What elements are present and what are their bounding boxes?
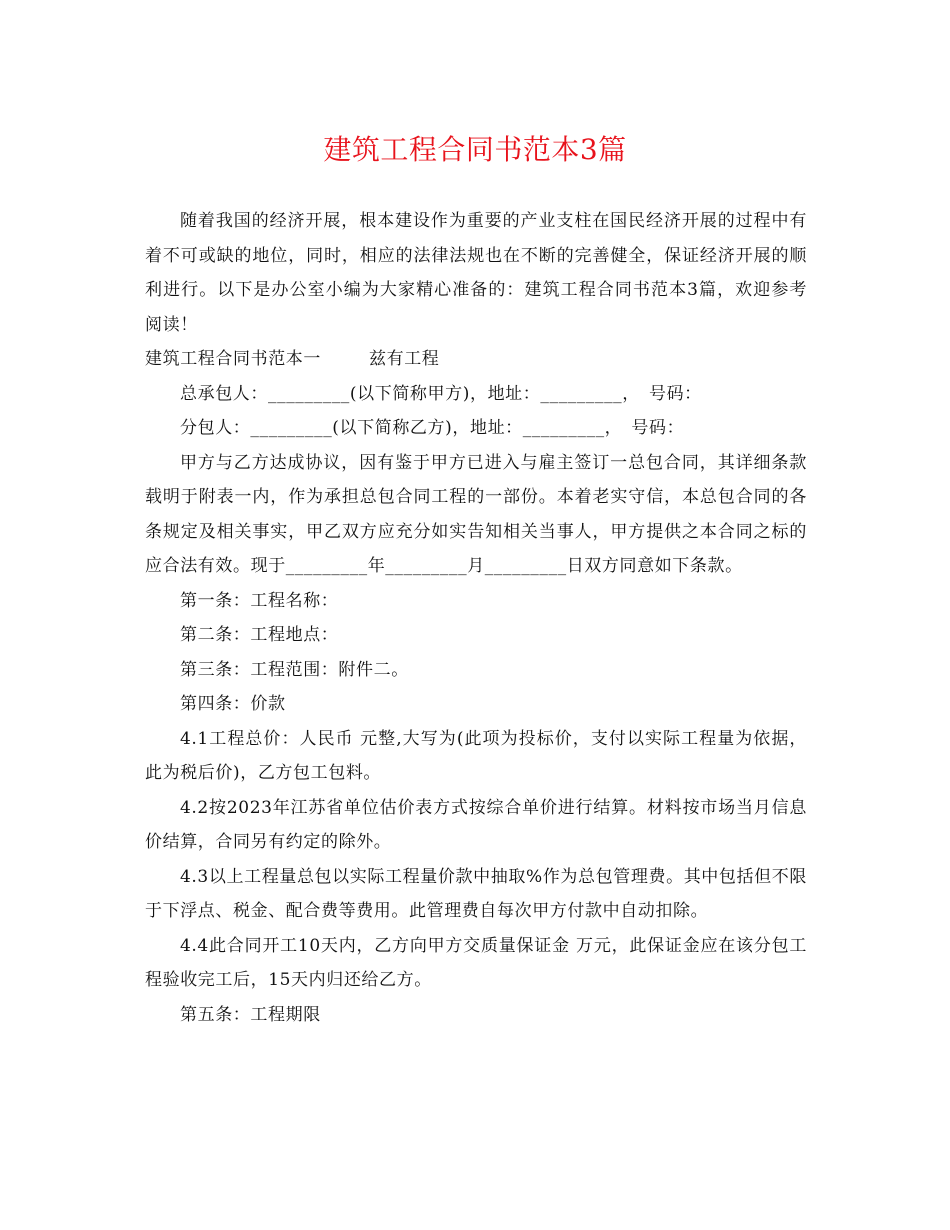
section-heading: 建筑工程合同书范本一 bbox=[145, 349, 321, 369]
section-subheading: 兹有工程 bbox=[369, 349, 440, 369]
agreement-paragraph: 甲方与乙方达成协议，因有鉴于甲方已进入与雇主签订一总包合同，其详细条款载明于附表一内，作为承担总包合同工程的一部份。本着老实守信，本总包合同的各条规定及相关事实，甲乙双方应充分如实告知相关当事人，甲方提供之本合同之标的应合法有效。现于_________年_________月_________日双方同意如下条款。 bbox=[145, 452, 807, 576]
subcontractor-line: 分包人：_________(以下简称乙方)，地址：_________， 号码： bbox=[180, 418, 685, 438]
section-heading-row bbox=[145, 342, 807, 377]
article-3: 第三条：工程范围：附件二。 bbox=[180, 659, 409, 680]
clause-4-2: 4.2按2023年江苏省单位估价表方式按综合单价进行结算。材料按市场当月信息价结算，合同另有约定的除外。 bbox=[145, 797, 807, 852]
general-contractor-line: 总承包人：_________(以下简称甲方)，地址：_________， 号码： bbox=[180, 383, 702, 404]
clause-4-1: 4.1工程总价：人民币 元整,大写为(此项为投标价，支付以实际工程量为依据，此为税后价)，乙方包工包料。 bbox=[145, 728, 807, 783]
document-body bbox=[145, 204, 807, 1032]
clause-4-3: 4.3以上工程量总包以实际工程量价款中抽取%作为总包管理费。其中包括但不限于下浮点、税金、配合费等费用。此管理费自每次甲方付款中自动扣除。 bbox=[145, 866, 807, 921]
clause-4-4: 4.4此合同开工10天内，乙方向甲方交质量保证金 万元，此保证金应在该分包工程验收完工后，15天内归还给乙方。 bbox=[145, 935, 807, 990]
document-title: 建筑工程合同书范本3篇 bbox=[323, 133, 627, 166]
article-4: 第四条：价款 bbox=[180, 694, 286, 714]
intro-paragraph: 随着我国的经济开展，根本建设作为重要的产业支柱在国民经济开展的过程中有着不可或缺的地位，同时，相应的法律法规也在不断的完善健全，保证经济开展的顺利进行。以下是办公室小编为大家精心准备的：建筑工程合同书范本3篇，欢迎参考阅读！ bbox=[145, 211, 807, 335]
article-1: 第一条：工程名称： bbox=[180, 590, 339, 611]
article-2: 第二条：工程地点： bbox=[180, 625, 339, 645]
article-5: 第五条：工程期限 bbox=[180, 1004, 321, 1025]
